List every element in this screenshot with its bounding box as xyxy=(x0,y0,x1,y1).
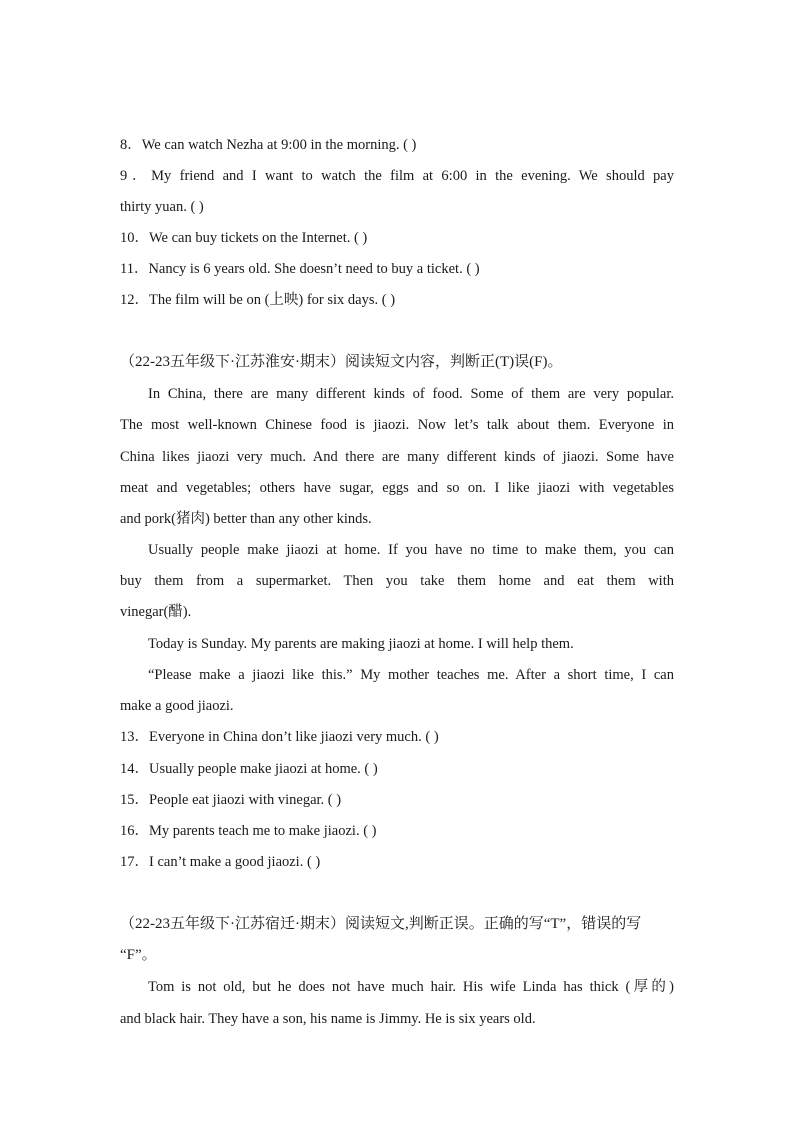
passage-line: “Please make a jiaozi like this.” My mother teaches me. After a short time, I can xyxy=(148,667,674,683)
passage-line: China likes jiaozi very much. And there are many different kinds of jiaozi. Some have xyxy=(120,449,674,465)
passage-line: Tom is not old, but he does not have much hair. His wife Linda has thick (厚的) xyxy=(148,979,674,995)
question-9: 9．My friend and I want to watch the film at 6:00 in the evening. We should pay xyxy=(120,168,674,184)
passage-line: and pork(猪肉) better than any other kinds. xyxy=(120,511,372,527)
section-2-heading: （22-23五年级下·江苏淮安·期末）阅读短文内容，判断正(T)误(F)。 xyxy=(120,354,563,370)
section-3-heading: （22-23五年级下·江苏宿迁·期末）阅读短文,判断正误。正确的写“T”，错误的写 xyxy=(120,916,642,932)
passage-line: vinegar(醋). xyxy=(120,604,192,620)
question-10: 10．We can buy tickets on the Internet. ( ) xyxy=(120,230,368,246)
question-17: 17．I can’t make a good jiaozi. ( ) xyxy=(120,854,321,870)
question-8: 8．We can watch Nezha at 9:00 in the morning. ( ) xyxy=(120,137,417,153)
passage-line: make a good jiaozi. xyxy=(120,698,234,714)
question-12: 12．The film will be on (上映) for six days. ( ) xyxy=(120,292,396,308)
question-14: 14．Usually people make jiaozi at home. ( ) xyxy=(120,761,378,777)
passage-line: In China, there are many different kinds of food. Some of them are very popular. xyxy=(148,386,674,402)
passage-line: Usually people make jiaozi at home. If you have no time to make them, you can xyxy=(148,542,674,558)
question-15: 15．People eat jiaozi with vinegar. ( ) xyxy=(120,792,342,808)
question-9-cont: thirty yuan. ( ) xyxy=(120,199,204,215)
passage-line: buy them from a supermarket. Then you take them home and eat them with xyxy=(120,573,674,589)
passage-line: meat and vegetables; others have sugar, eggs and so on. I like jiaozi with vegetables xyxy=(120,480,674,496)
question-13: 13．Everyone in China don’t like jiaozi very much. ( ) xyxy=(120,729,439,745)
question-11: 11．Nancy is 6 years old. She doesn’t need to buy a ticket. ( ) xyxy=(120,261,480,277)
section-3-heading-cont: “F”。 xyxy=(120,947,157,963)
passage-line: Today is Sunday. My parents are making jiaozi at home. I will help them. xyxy=(148,636,574,652)
question-16: 16．My parents teach me to make jiaozi. ( ) xyxy=(120,823,377,839)
passage-line: and black hair. They have a son, his name is Jimmy. He is six years old. xyxy=(120,1011,536,1027)
passage-line: The most well-known Chinese food is jiaozi. Now let’s talk about them. Everyone in xyxy=(120,417,674,433)
